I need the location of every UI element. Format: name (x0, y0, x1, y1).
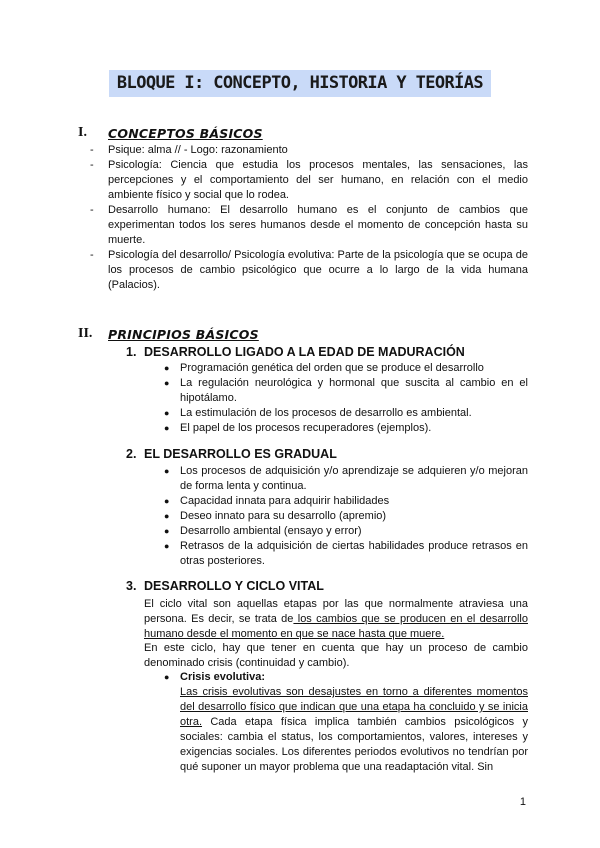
list-item: ● La regulación neurológica y hormonal que suscita al cambio en el hipotálamo. (164, 377, 528, 404)
subsection-1-list (162, 361, 528, 436)
list-item: ● Desarrollo ambiental (ensayo y error) (164, 525, 362, 537)
section-1-number: I. (78, 125, 87, 140)
list-item: ● Deseo innato para su desarrollo (apremio) (164, 510, 387, 522)
subsection-3-heading: 3. DESARROLLO Y CICLO VITAL (126, 579, 324, 593)
crisis-heading: ● Crisis evolutiva: (164, 671, 265, 683)
cycle-paragraph-2: En este ciclo, hay que tener en cuenta que hay un proceso de cambio denominado crisis (continuidad y cambio). (144, 642, 528, 669)
section-2-number: II. (78, 326, 93, 341)
list-item: ● La estimulación de los procesos de desarrollo es ambiental. (164, 407, 472, 419)
subsection-1-heading: 1. DESARROLLO LIGADO A LA EDAD DE MADURACIÓN (126, 345, 465, 359)
title-container (0, 70, 600, 97)
list-item: ● Capacidad innata para adquirir habilidades (164, 495, 390, 507)
list-item: - Psicología: Ciencia que estudia los procesos mentales, las sensaciones, las percepciones y el comportamiento del ser humano, en relación con el medio ambiente físico y social que lo rodea. (90, 159, 528, 201)
list-item: ● Retrasos de la adquisición de ciertas habilidades produce retrasos en otras posteriores. (164, 540, 528, 567)
page-title: BLOQUE I: CONCEPTO, HISTORIA Y TEORÍAS (109, 70, 491, 97)
list-item: - Desarrollo humano: El desarrollo humano es el conjunto de cambios que experimentan todos los seres humanos desde el momento de concepción hasta su muerte. (90, 204, 528, 246)
list-item: ● Los procesos de adquisición y/o aprendizaje se adquieren y/o mejoran de forma lenta y continua. (164, 465, 528, 492)
list-item: - Psique: alma // - Logo: razonamiento (90, 144, 288, 156)
subsection-2-heading: 2. EL DESARROLLO ES GRADUAL (126, 447, 337, 461)
cycle-paragraph-1: El ciclo vital son aquellas etapas por las que normalmente atraviesa una persona. Es decir, se trata de los cambios que se producen en el desarrollo humano desde el momento en que se nace hasta que muere. (144, 598, 528, 640)
crisis-paragraph: Las crisis evolutivas son desajustes en torno a diferentes momentos del desarrollo físico que indican que una etapa ha concluido y se inicia otra. Cada etapa física implica también cambios psicológicos y sociales: cambia el status, los comportamientos, valores, intereses y exigencias sociales. Los diferentes periodos evolutivos no tendrían por qué suponer un mayor problema que una readaptación vital. Sin (180, 686, 528, 773)
section-2-heading: PRINCIPIOS BÁSICOS (108, 327, 259, 342)
crisis-block (162, 670, 528, 775)
subsection-2-list (162, 464, 528, 569)
section-1-list (90, 143, 528, 293)
section-1-heading: CONCEPTOS BÁSICOS (108, 126, 263, 141)
list-item: ● Programación genética del orden que se produce el desarrollo (164, 362, 484, 374)
list-item: - Psicología del desarrollo/ Psicología evolutiva: Parte de la psicología que se ocupa de los procesos de cambio psicológico que ocurre a lo largo de la vida humana (Palacios). (90, 249, 528, 291)
page-number: 1 (519, 796, 526, 808)
list-item: ● El papel de los procesos recuperadores (ejemplos). (164, 422, 432, 434)
